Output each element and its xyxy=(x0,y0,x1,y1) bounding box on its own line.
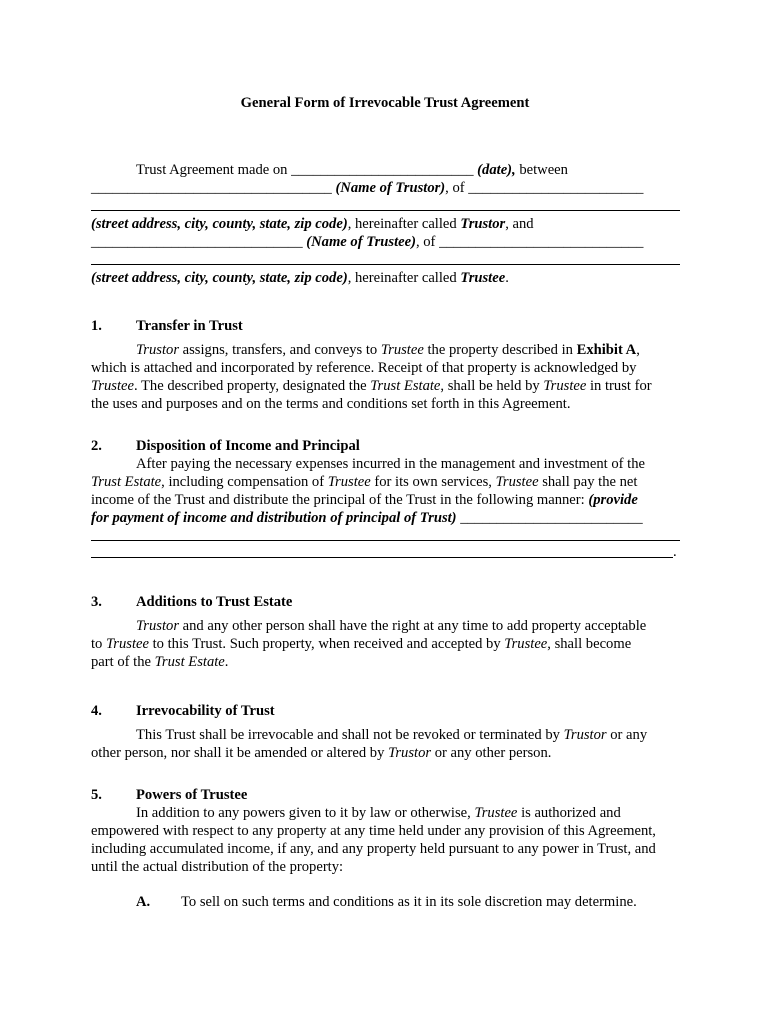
trustee-name-blank[interactable]: _____________________________ xyxy=(91,234,303,250)
intro-text: , hereinafter called xyxy=(347,270,461,286)
trustor-address-label: (street address, city, county, state, zip code) xyxy=(91,216,348,232)
trustor-name-blank[interactable]: _________________________________ xyxy=(91,180,332,196)
text-span: Trustor xyxy=(563,727,607,743)
intro-text: , of xyxy=(445,180,469,196)
text-span: in trust for xyxy=(586,378,652,394)
section-2-line xyxy=(91,473,637,491)
text-span: , shall be held by xyxy=(440,378,544,394)
section-4-heading: Irrevocability of Trust xyxy=(136,703,275,719)
distribution-line[interactable] xyxy=(91,540,680,541)
trustee-term: Trustee xyxy=(460,270,506,286)
text-span: part of the xyxy=(91,654,155,670)
text-span: income of the Trust and distribute the principal of the Trust in the following manner: xyxy=(91,492,589,508)
intro-text: , and xyxy=(505,216,534,232)
intro-line-5 xyxy=(91,269,509,287)
section-4-line xyxy=(136,726,647,744)
text-span: . xyxy=(224,654,229,670)
intro-line-4 xyxy=(91,233,643,251)
trustor-name-label: (Name of Trustor) xyxy=(331,180,446,196)
text-span: (provide xyxy=(588,492,638,508)
section-5-line xyxy=(136,804,621,822)
section-2-line xyxy=(91,491,638,509)
text-span: Trust Estate xyxy=(370,378,441,394)
text-span: In addition to any powers given to it by law or otherwise, xyxy=(136,805,475,821)
intro-text: , hereinafter called xyxy=(347,216,461,232)
distribution-blank[interactable]: _________________________ xyxy=(456,510,643,526)
text-span: , including compensation of xyxy=(161,474,328,490)
trustee-name-label: (Name of Trustee) xyxy=(302,234,416,250)
text-span: is authorized and xyxy=(517,805,621,821)
section-1-heading: Transfer in Trust xyxy=(136,318,243,334)
exhibit-reference: Exhibit A xyxy=(576,342,637,358)
text-span: Trustee xyxy=(106,636,149,652)
page-title: General Form of Irrevocable Trust Agreement xyxy=(240,95,530,111)
section-1-line xyxy=(136,341,640,359)
text-span: and any other person shall have the right at any time to add property acceptable xyxy=(179,618,647,634)
section-3-heading: Additions to Trust Estate xyxy=(136,594,293,610)
section-4-number: 4. xyxy=(91,703,102,719)
text-span: Trustor xyxy=(388,745,432,761)
item-a-label: A. xyxy=(136,894,151,910)
section-5-line: until the actual distribution of the property: xyxy=(91,859,344,875)
section-5-heading: Powers of Trustee xyxy=(136,787,248,803)
text-span: Trustee xyxy=(91,378,134,394)
section-2-heading: Disposition of Income and Principal xyxy=(136,438,360,454)
distribution-period: . xyxy=(673,544,677,560)
text-span: Trustee xyxy=(495,474,539,490)
section-3-number: 3. xyxy=(91,594,102,610)
trustor-term: Trustor xyxy=(460,216,506,232)
section-2-number: 2. xyxy=(91,438,102,454)
text-span: for payment of income and distribution of principal of Trust) xyxy=(91,510,457,526)
intro-text: between xyxy=(515,162,568,178)
trustee-address-label: (street address, city, county, state, zip code) xyxy=(91,270,348,286)
intro-text: , of xyxy=(415,234,440,250)
text-span: Trustee xyxy=(327,474,371,490)
trustee-address-line[interactable] xyxy=(91,264,680,265)
intro-line-1 xyxy=(136,161,568,179)
item-a-text: To sell on such terms and conditions as it in its sole discretion may determine. xyxy=(181,894,637,910)
trustee-address-blank[interactable]: ____________________________ xyxy=(439,234,644,250)
text-span: Trust Estate xyxy=(154,654,225,670)
section-3-line xyxy=(91,653,228,671)
text-span: . The described property, designated the xyxy=(133,378,371,394)
date-label: (date), xyxy=(473,162,516,178)
intro-line-3 xyxy=(91,215,534,233)
text-span: or any other person. xyxy=(431,745,552,761)
text-span: to xyxy=(91,636,106,652)
text-span: Trust Estate xyxy=(91,474,162,490)
intro-line-2 xyxy=(91,179,643,197)
text-span: the property described in xyxy=(423,342,577,358)
intro-text: . xyxy=(505,270,509,286)
text-span: Trustor xyxy=(136,342,179,358)
section-5-line: empowered with respect to any property at any time held under any provision of this Agreement, xyxy=(91,823,656,839)
text-span: Trustee xyxy=(380,342,424,358)
text-span: , xyxy=(636,342,640,358)
section-3-line xyxy=(91,635,631,653)
section-5-line: including accumulated income, if any, and any property held pursuant to any power in Trust, and xyxy=(91,841,656,857)
text-span: Trustee xyxy=(504,636,548,652)
text-span: , shall become xyxy=(547,636,632,652)
section-1-number: 1. xyxy=(91,318,102,334)
text-span: Trustee xyxy=(474,805,518,821)
distribution-line[interactable] xyxy=(91,557,673,558)
trustor-address-line[interactable] xyxy=(91,210,680,211)
section-1-line: which is attached and incorporated by reference. Receipt of that property is acknowledged by xyxy=(91,360,637,376)
text-span: assigns, transfers, and conveys to xyxy=(179,342,381,358)
section-3-line xyxy=(136,617,646,635)
text-span: Trustee xyxy=(543,378,587,394)
section-5-number: 5. xyxy=(91,787,102,803)
text-span: or any xyxy=(606,727,648,743)
date-blank[interactable]: _________________________ xyxy=(291,162,474,178)
text-span: other person, nor shall it be amended or altered by xyxy=(91,745,389,761)
section-1-line: the uses and purposes and on the terms and conditions set forth in this Agreement. xyxy=(91,396,571,412)
section-4-line xyxy=(91,744,551,762)
text-span: for its own services, xyxy=(370,474,496,490)
section-2-line: After paying the necessary expenses incurred in the management and investment of the xyxy=(136,456,645,472)
text-span: Trustor xyxy=(136,618,179,634)
text-span: This Trust shall be irrevocable and shall not be revoked or terminated by xyxy=(136,727,564,743)
text-span: to this Trust. Such property, when received and accepted by xyxy=(148,636,505,652)
trustor-address-blank[interactable]: ________________________ xyxy=(468,180,644,196)
text-span: shall pay the net xyxy=(538,474,638,490)
section-2-line xyxy=(91,509,643,527)
section-1-line xyxy=(91,377,652,395)
intro-text: Trust Agreement made on xyxy=(136,162,292,178)
